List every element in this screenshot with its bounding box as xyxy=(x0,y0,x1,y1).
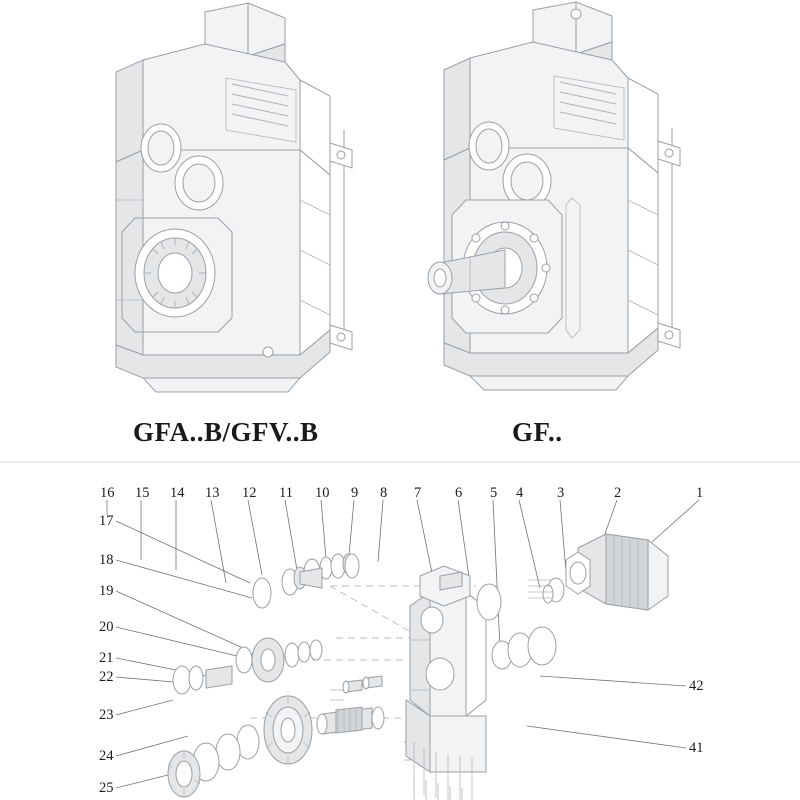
callout-8: 8 xyxy=(380,485,388,501)
right-gearbox-illustration xyxy=(428,2,680,390)
right-view-caption: GF.. xyxy=(512,417,563,447)
callout-3: 3 xyxy=(557,485,565,501)
callout-24: 24 xyxy=(99,748,114,764)
left-view-caption: GFA..B/GFV..B xyxy=(133,417,319,447)
callout-41: 41 xyxy=(689,740,704,756)
callout-7: 7 xyxy=(414,485,422,501)
exploded-assembly-illustration xyxy=(107,500,699,800)
callout-11: 11 xyxy=(279,485,293,501)
callout-2: 2 xyxy=(614,485,622,501)
callout-13: 13 xyxy=(205,485,220,501)
callout-10: 10 xyxy=(315,485,330,501)
callout-17: 17 xyxy=(99,513,114,529)
callout-1: 1 xyxy=(696,485,704,501)
callout-5: 5 xyxy=(490,485,498,501)
callout-12: 12 xyxy=(242,485,257,501)
callout-6: 6 xyxy=(455,485,463,501)
callout-23: 23 xyxy=(99,707,114,723)
callout-14: 14 xyxy=(170,485,185,501)
callout-4: 4 xyxy=(516,485,524,501)
callout-21: 21 xyxy=(99,650,114,666)
callout-25: 25 xyxy=(99,780,114,796)
callout-22: 22 xyxy=(99,669,114,685)
left-gearbox-illustration xyxy=(116,3,352,392)
callout-9: 9 xyxy=(351,485,359,501)
callout-20: 20 xyxy=(99,619,114,635)
callout-42: 42 xyxy=(689,678,704,694)
callout-18: 18 xyxy=(99,552,114,568)
callout-19: 19 xyxy=(99,583,114,599)
callout-15: 15 xyxy=(135,485,150,501)
callout-16: 16 xyxy=(100,485,115,501)
